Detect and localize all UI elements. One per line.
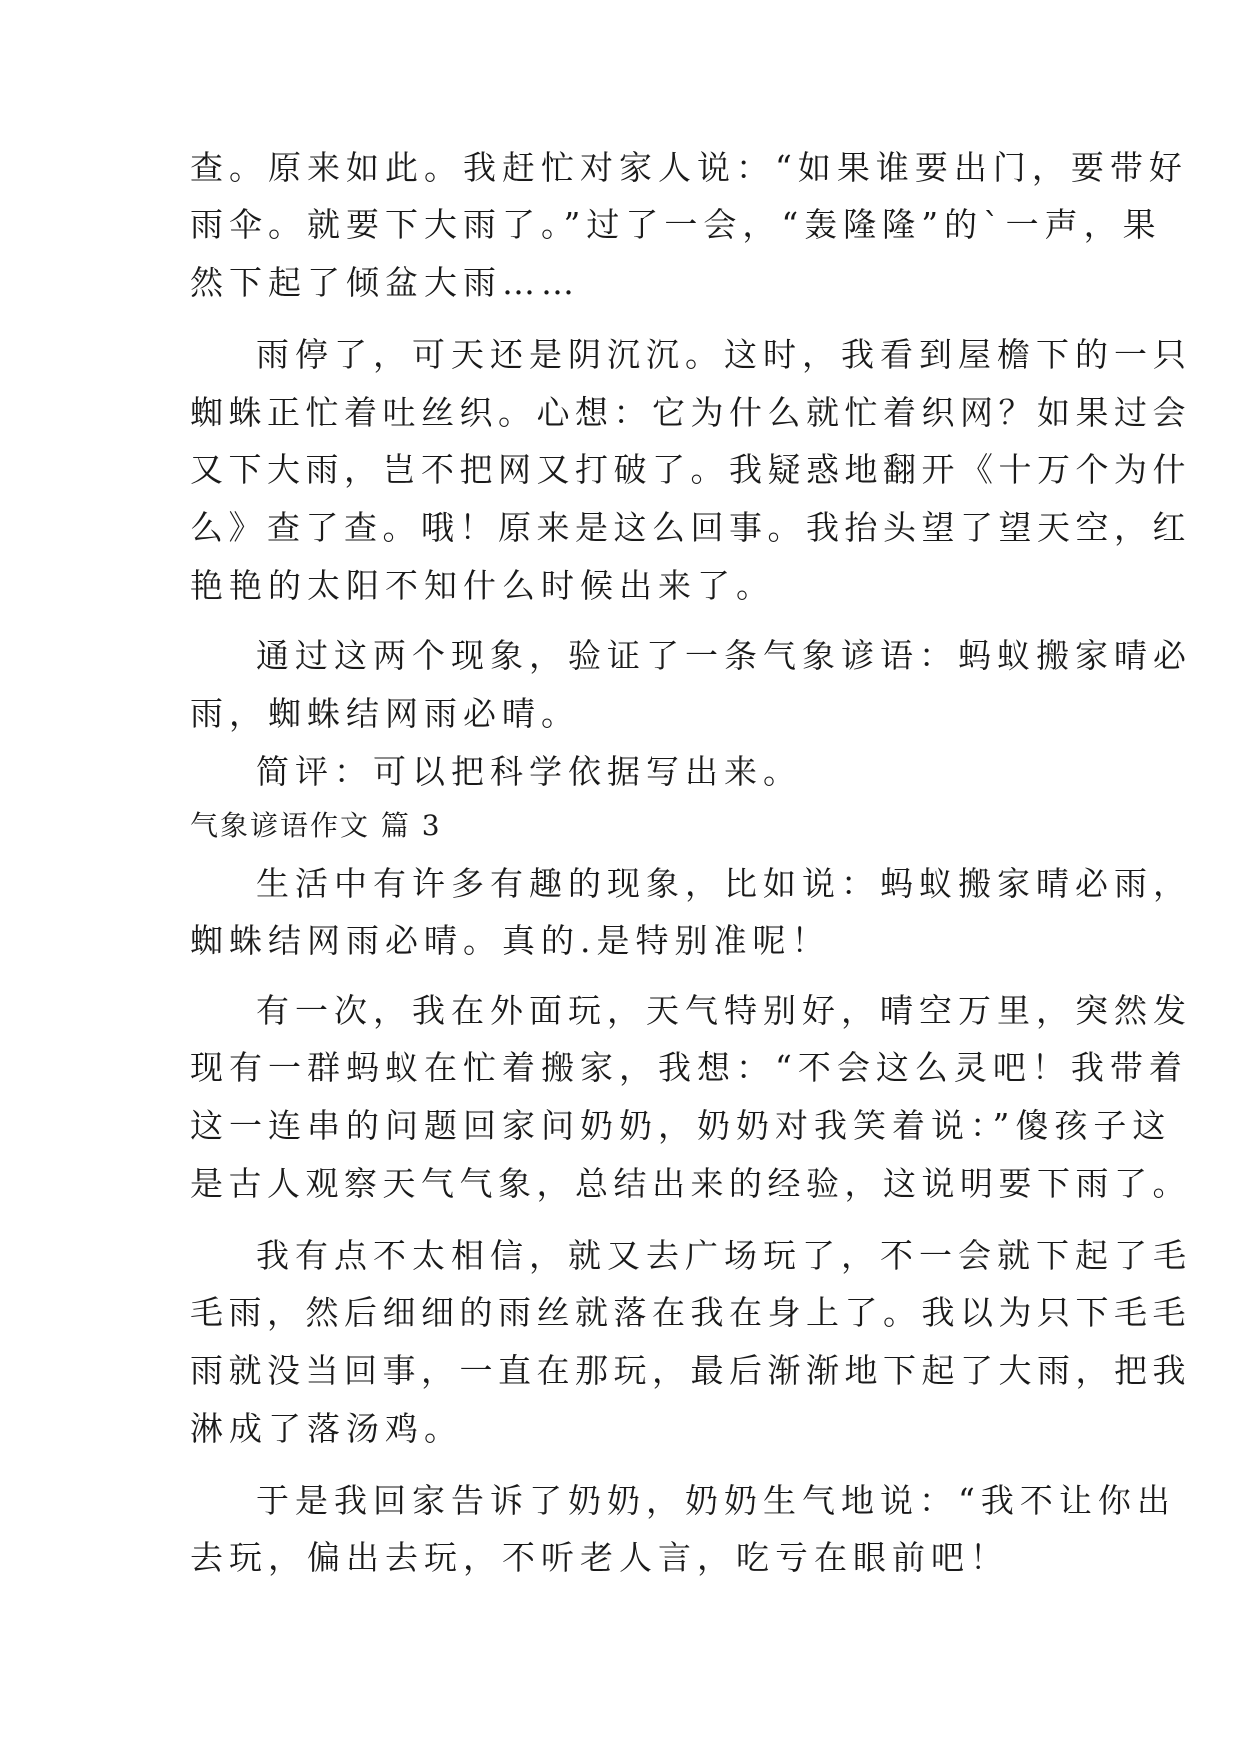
paragraph-6-line-1: 有一次，我在外面玩，天气特别好，晴空万里，突然发 [256,991,1192,1030]
paragraph-6-line-2: 现有一群蚂蚁在忙着搬家，我想：“不会这么灵吧！我带着 [190,1048,1188,1087]
paragraph-6-line-3: 这一连串的问题回家问奶奶，奶奶对我笑着说：”傻孩子这 [190,1106,1172,1145]
paragraph-7-line-2: 毛雨，然后细细的雨丝就落在我在身上了。我以为只下毛毛 [190,1293,1191,1332]
paragraph-3-line-2: 雨，蜘蛛结网雨必晴。 [190,694,580,733]
paragraph-7-line-1: 我有点不太相信，就又去广场玩了，不一会就下起了毛 [256,1236,1192,1275]
paragraph-4-line-1: 简评：可以把科学依据写出来。 [256,752,802,791]
paragraph-5-line-2: 蜘蛛结网雨必晴。真的.是特别准呢！ [190,921,831,960]
paragraph-2-line-4: 么》查了查。哦！原来是这么回事。我抬头望了望天空，红 [190,508,1191,547]
paragraph-1-line-1: 查。原来如此。我赶忙对家人说：“如果谁要出门，要带好 [190,148,1188,187]
paragraph-3-line-1: 通过这两个现象，验证了一条气象谚语：蚂蚁搬家晴必 [256,636,1192,675]
paragraph-8-line-1: 于是我回家告诉了奶奶，奶奶生气地说：“我不让你出 [256,1481,1176,1520]
paragraph-6-line-4: 是古人观察天气气象，总结出来的经验，这说明要下雨了。 [190,1164,1191,1203]
section-heading: 气象谚语作文 篇 3 [190,809,442,842]
paragraph-2-line-2: 蜘蛛正忙着吐丝织。心想：它为什么就忙着织网？如果过会 [190,393,1191,432]
paragraph-8-line-2: 去玩，偏出去玩，不听老人言，吃亏在眼前吧！ [190,1538,1009,1577]
paragraph-1-line-2: 雨伞。就要下大雨了。”过了一会，“轰隆隆”的`一声，果 [190,205,1162,244]
paragraph-2-line-3: 又下大雨，岂不把网又打破了。我疑惑地翻开《十万个为什 [190,450,1191,489]
paragraph-5-line-1: 生活中有许多有趣的现象，比如说：蚂蚁搬家晴必雨， [256,864,1192,903]
paragraph-2-line-5: 艳艳的太阳不知什么时候出来了。 [190,566,775,605]
paragraph-7-line-4: 淋成了落汤鸡。 [190,1409,463,1448]
paragraph-1-line-3: 然下起了倾盆大雨…… [190,263,580,302]
paragraph-7-line-3: 雨就没当回事，一直在那玩，最后渐渐地下起了大雨，把我 [190,1351,1191,1390]
paragraph-2-line-1: 雨停了，可天还是阴沉沉。这时，我看到屋檐下的一只 [256,335,1192,374]
